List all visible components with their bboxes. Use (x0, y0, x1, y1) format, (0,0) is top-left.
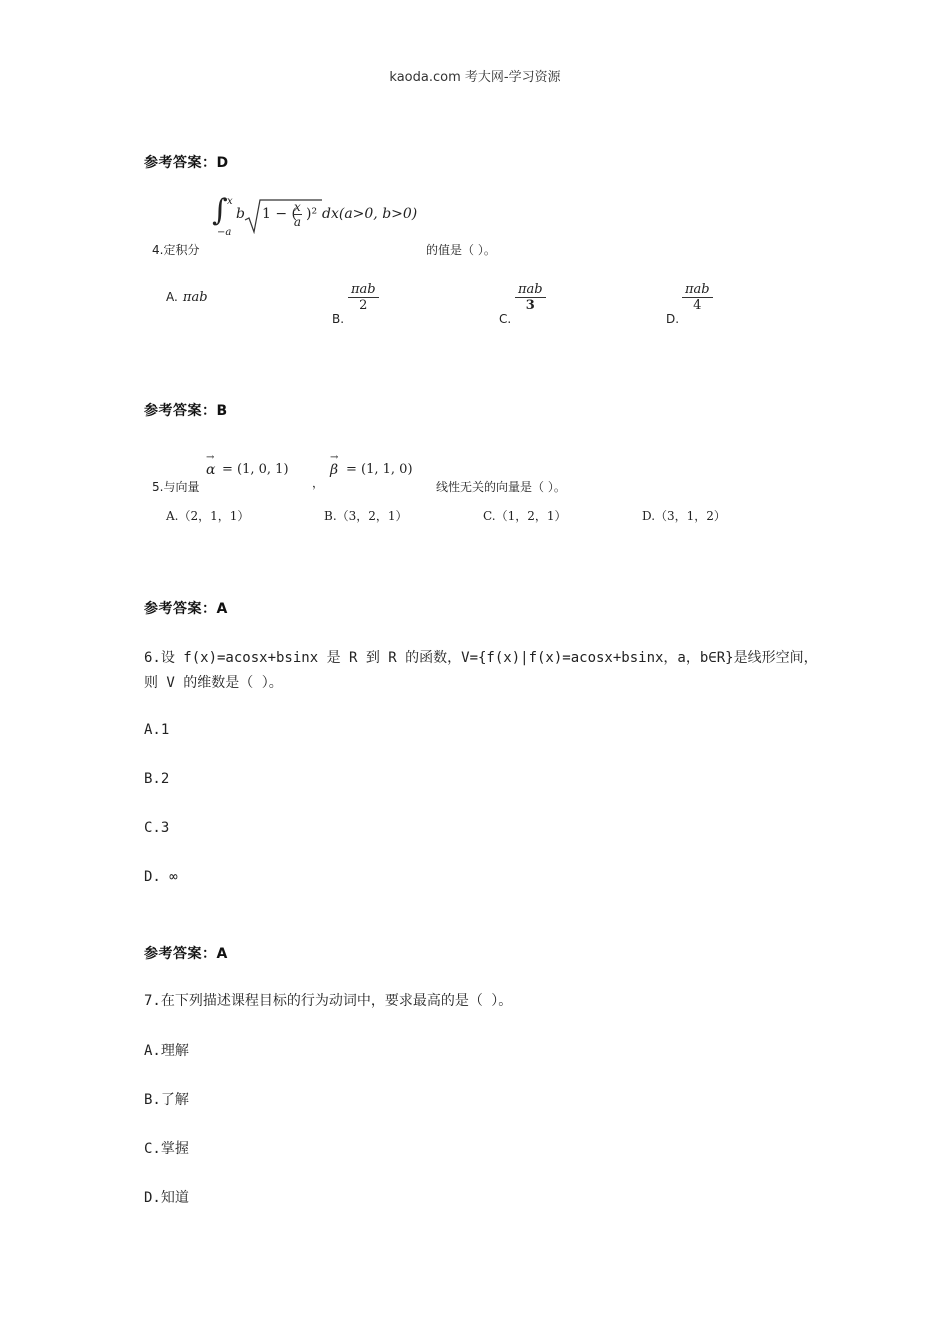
question-6-text: 6.设 f(x)=acosx+bsinx 是 R 到 R 的函数，V={f(x)|f(x)=acosx+bsinx，a，b∈R}是线形空间，则 V 的维数是（ ）。 (144, 650, 818, 691)
q5-suffix: 线性无关的向量是（ ）。 (436, 480, 566, 494)
question-4 (150, 193, 650, 257)
integrand-tail: dx(a>0, b>0) (322, 206, 418, 222)
q6-option-c: C.3 (144, 820, 170, 836)
q6-option-d: D. ∞ (144, 869, 178, 885)
question-7-text: 7.在下列描述课程目标的行为动词中，要求最高的是（ ）。 (144, 993, 513, 1009)
q7-option-b: B.了解 (144, 1092, 189, 1108)
answer-q6: 参考答案：A (144, 946, 228, 962)
vector-alpha-value: = (1, 0, 1) (222, 462, 289, 477)
integral-lower-limit: −a (217, 227, 232, 238)
radicand-post: )² (306, 206, 318, 222)
q4-option-d: D. πab 4 (666, 282, 726, 326)
q4-prefix: 4.定积分 (152, 243, 200, 257)
q5-prefix: 5.与向量 (152, 480, 200, 494)
q6-option-b: B.2 (144, 771, 170, 787)
q5-option-d: D.（3，1，2） (642, 509, 726, 523)
question-5 (152, 452, 652, 496)
vector-beta: β (330, 462, 339, 478)
answer-q4: 参考答案：B (144, 403, 228, 419)
q4-option-a: A. πab (166, 290, 208, 305)
q6-option-a: A.1 (144, 722, 170, 738)
q5-option-a: A.（2，1，1） (166, 509, 250, 523)
q5-option-b: B.（3，2，1） (324, 509, 408, 523)
vector-alpha: α (206, 462, 216, 478)
vector-arrow-icon: → (206, 452, 215, 463)
q4-option-c: C. πab 3 (499, 282, 559, 326)
vector-beta-value: = (1, 1, 0) (346, 462, 413, 477)
vector-arrow-icon: → (330, 452, 339, 463)
q5-option-c: C.（1，2，1） (483, 509, 567, 523)
integral-sign: ∫ (212, 193, 228, 228)
q7-option-c: C.掌握 (144, 1141, 189, 1157)
page-header: kaoda.com 考大网-学习资源 (389, 70, 561, 85)
radicand-fraction: $\frac{x}{a}$ (293, 200, 301, 229)
q4-option-b: B. πab 2 (332, 282, 392, 326)
integrand-b: b (236, 206, 245, 222)
q7-option-a: A.理解 (144, 1043, 189, 1059)
answer-q5: 参考答案：A (144, 601, 228, 617)
integral-upper-limit: x (227, 196, 233, 207)
q5-comma: ， (312, 476, 325, 490)
answer-q3: 参考答案：D (144, 155, 229, 171)
q4-suffix: 的值是（ ）。 (426, 243, 496, 257)
q7-option-d: D.知道 (144, 1190, 189, 1206)
radicand-pre: 1 − ( (262, 206, 297, 222)
